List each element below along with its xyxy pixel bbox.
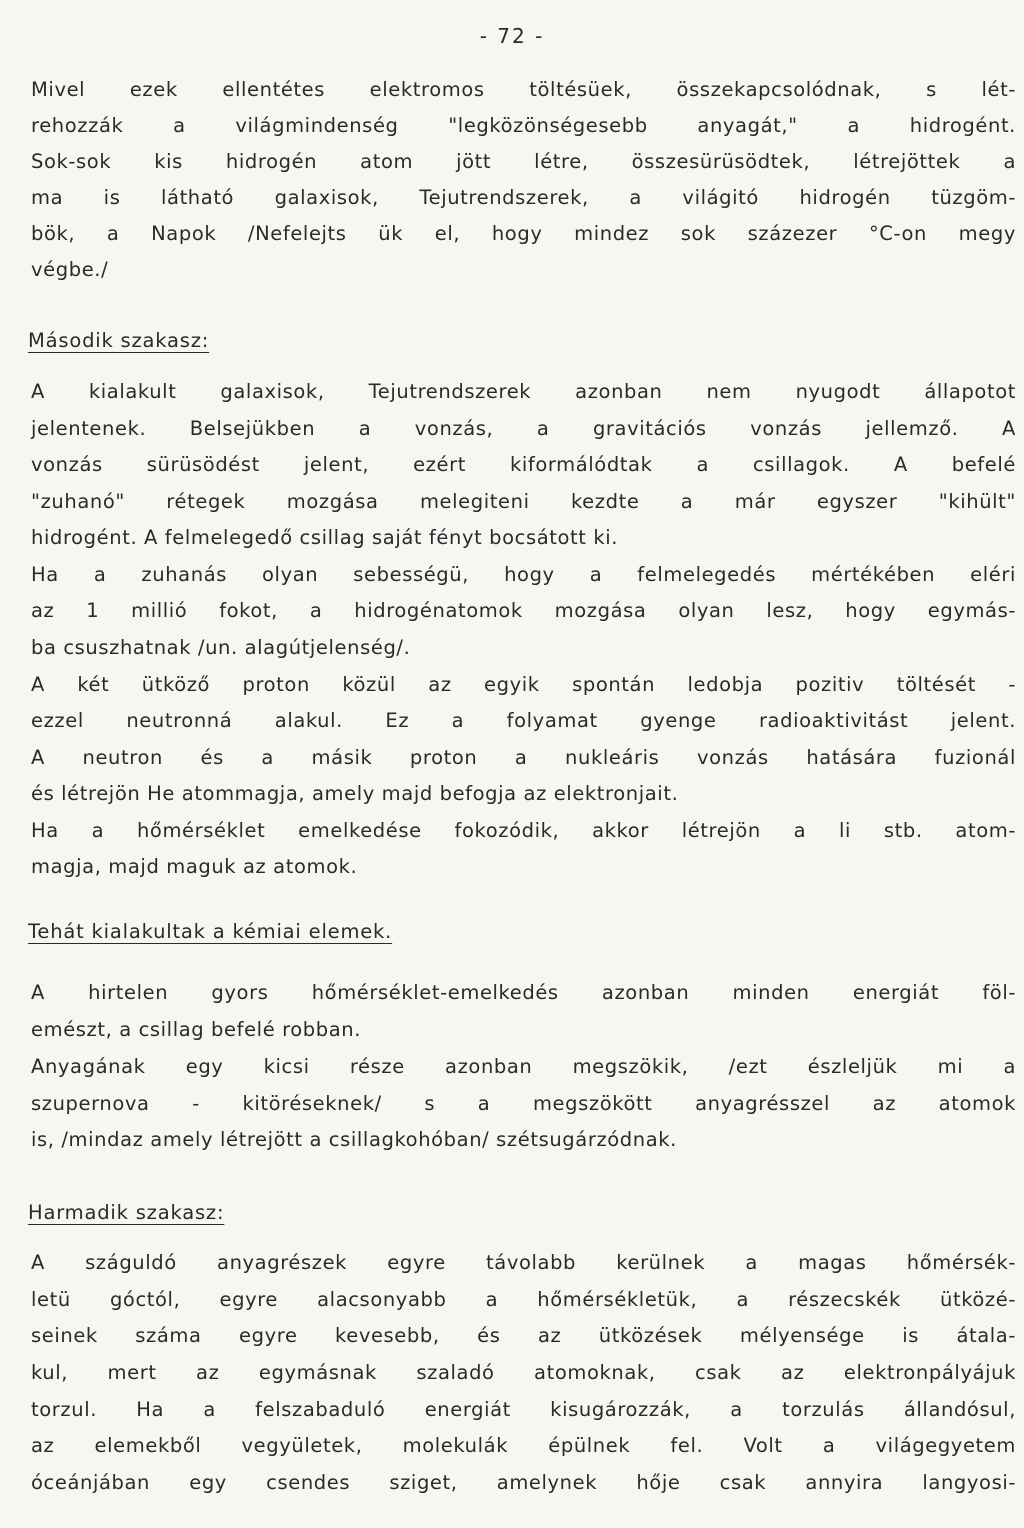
text-line: és létrejön He atommagja, amely majd befogja az elektronjait.: [31, 782, 679, 805]
text-line: is, /mindaz amely létrejött a csillagkohóban/ szétsugárzódnak.: [31, 1128, 677, 1151]
text-line: bök, a Napok /Nefelejts ük el, hogy mindez sok százezer °C-on megy: [31, 222, 1016, 245]
text-line: óceánjában egy csendes sziget, amelynek hője csak annyira langyosi-: [31, 1471, 1016, 1494]
text-line: ezzel neutronná alakul. Ez a folyamat gyenge radioaktivitást jelent.: [31, 709, 1016, 732]
text-line: az 1 millió fokot, a hidrogénatomok mozgása olyan lesz, hogy egymás-: [31, 599, 1016, 622]
text-line: emészt, a csillag befelé robban.: [31, 1018, 362, 1041]
text-line: Sok-sok kis hidrogén atom jött létre, összesürüsödtek, létrejöttek a: [31, 150, 1016, 173]
text-line: ma is látható galaxisok, Tejutrendszerek, a világitó hidrogén tüzgöm-: [31, 186, 1016, 209]
text-line: rehozzák a világmindenség "legközönségesebb anyagát," a hidrogént.: [31, 114, 1016, 137]
text-line: A száguldó anyagrészek egyre távolabb kerülnek a magas hőmérsék-: [31, 1251, 1016, 1274]
text-line: A neutron és a másik proton a nukleáris vonzás hatására fuzionál: [31, 746, 1016, 769]
text-line: Anyagának egy kicsi része azonban megszökik, /ezt észleljük mi a: [31, 1055, 1016, 1078]
text-line: Ha a zuhanás olyan sebességü, hogy a felmelegedés mértékében eléri: [31, 563, 1016, 586]
text-line: Mivel ezek ellentétes elektromos töltésüek, összekapcsolódnak, s lét-: [31, 78, 1016, 101]
page-number: - 72 -: [479, 24, 545, 48]
text-line: letü góctól, egyre alacsonyabb a hőmérsékletük, a részecskék ütközé-: [31, 1288, 1016, 1311]
text-line: torzul. Ha a felszabaduló energiát kisugározzák, a torzulás állandósul,: [31, 1398, 1016, 1421]
text-line: jelentenek. Belsejükben a vonzás, a gravitációs vonzás jellemző. A: [31, 417, 1016, 440]
text-line: ba csuszhatnak /un. alagútjelenség/.: [31, 636, 411, 659]
text-line: kul, mert az egymásnak szaladó atomoknak, csak az elektronpályájuk: [31, 1361, 1016, 1384]
text-line: "zuhanó" rétegek mozgása melegiteni kezdte a már egyszer "kihült": [31, 490, 1016, 513]
section-heading: Tehát kialakultak a kémiai elemek.: [28, 920, 393, 943]
text-line: A két ütköző proton közül az egyik spontán ledobja pozitiv töltését -: [31, 673, 1016, 696]
text-line: hidrogént. A felmelegedő csillag saját fényt bocsátott ki.: [31, 526, 619, 549]
text-line: végbe./: [31, 258, 109, 281]
text-line: seinek száma egyre kevesebb, és az ütközések mélyensége is átala-: [31, 1324, 1016, 1347]
section-heading: Harmadik szakasz:: [28, 1201, 225, 1224]
text-line: Ha a hőmérséklet emelkedése fokozódik, akkor létrejön a li stb. atom-: [31, 819, 1016, 842]
text-line: magja, majd maguk az atomok.: [31, 855, 358, 878]
text-line: vonzás sürüsödést jelent, ezért kiformálódtak a csillagok. A befelé: [31, 453, 1016, 476]
text-line: A kialakult galaxisok, Tejutrendszerek azonban nem nyugodt állapotot: [31, 380, 1016, 403]
section-heading: Második szakasz:: [28, 329, 210, 352]
text-line: az elemekből vegyületek, molekulák épülnek fel. Volt a világegyetem: [31, 1434, 1016, 1457]
text-line: szupernova - kitöréseknek/ s a megszökött anyagrésszel az atomok: [31, 1092, 1016, 1115]
text-line: A hirtelen gyors hőmérséklet-emelkedés azonban minden energiát föl-: [31, 981, 1016, 1004]
